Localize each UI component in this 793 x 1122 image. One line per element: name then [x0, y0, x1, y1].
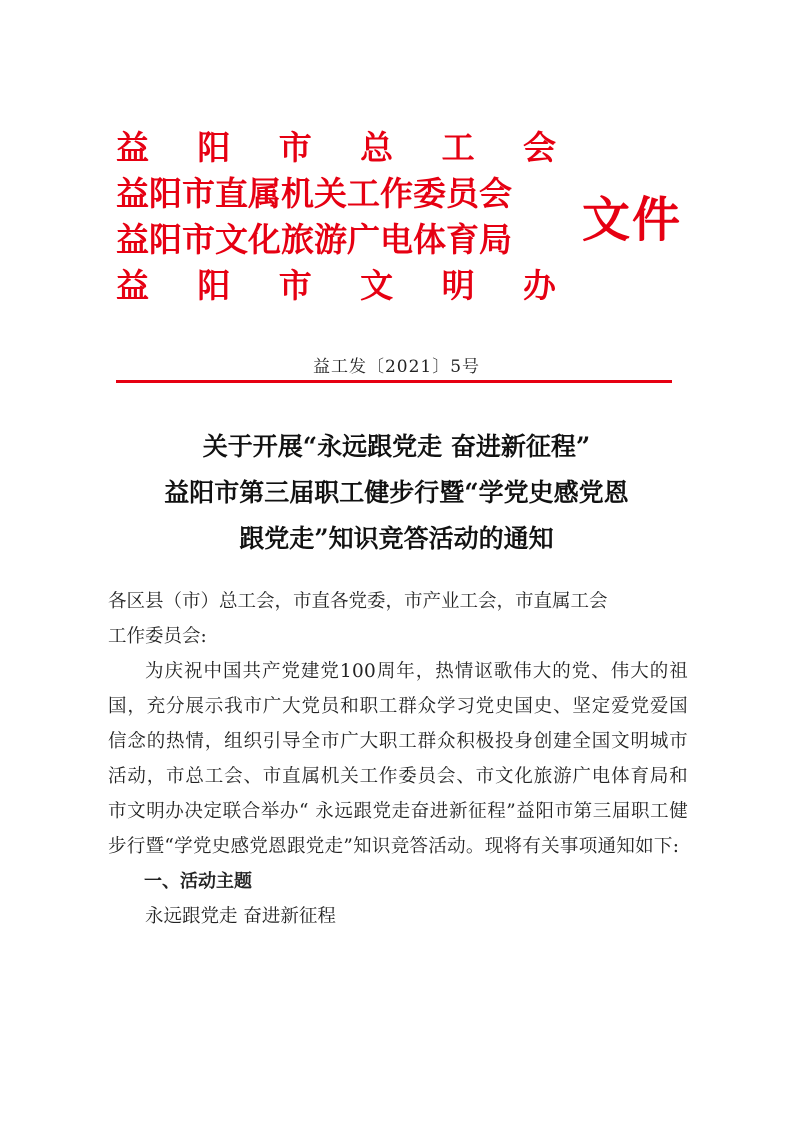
issuer-char: 阳 — [197, 266, 231, 305]
issuer-line-2: 益阳市直属机关工作委员会 — [116, 174, 512, 213]
document-label: 文件 — [582, 192, 683, 248]
issuer-char: 办 — [522, 266, 556, 305]
title-line-2: 益阳市第三届职工健步行暨“学党史感党恩 — [164, 478, 629, 507]
issuer-char: 工 — [441, 128, 475, 167]
title-line-1: 关于开展“永远跟党走 奋进新征程” — [202, 432, 591, 461]
document-number: 益工发〔2021〕5号 — [312, 357, 481, 377]
intro-paragraph: 为庆祝中国共产党建党100周年，热情讴歌伟大的党、伟大的祖国，充分展示我市广大党员和职工群众学习党史国史、坚定爱党爱国信念的热情，组织引导全市广大职工群众积极投身创建全国文明城市活动，市总工会、市直属机关工作委员会、市文化旅游广电体育局和市文明办决定联合举办“ 永远跟党走奋进新征程”益阳市第三届职工健步行暨“学党史感党恩跟党走”知识竞答活动。现将有关事项通知如下: — [108, 661, 688, 857]
red-divider-line — [116, 380, 672, 383]
issuer-line-1 — [116, 125, 556, 171]
issuer-block — [116, 125, 556, 309]
issuer-char: 明 — [441, 266, 475, 305]
issuer-char: 文 — [360, 266, 394, 305]
issuer-line-4 — [116, 263, 556, 309]
issuer-char: 阳 — [197, 128, 231, 167]
section-1-heading: 一、活动主题 — [144, 871, 252, 892]
section-1-text: 永远跟党走 奋进新征程 — [145, 906, 336, 927]
issuer-char: 市 — [278, 266, 312, 305]
issuer-char: 市 — [278, 128, 312, 167]
issuer-char: 总 — [360, 128, 394, 167]
issuer-char: 益 — [116, 128, 149, 167]
issuer-char: 益 — [116, 266, 149, 305]
issuer-char: 会 — [522, 128, 556, 167]
document-body — [108, 584, 688, 934]
salutation-line-1: 各区县（市）总工会，市直各党委，市产业工会，市直属工会 — [108, 591, 608, 612]
title-line-3: 跟党走”知识竞答活动的通知 — [239, 524, 554, 553]
document-title — [80, 424, 713, 562]
issuer-line-3: 益阳市文化旅游广电体育局 — [116, 220, 512, 259]
salutation-line-2: 工作委员会: — [108, 626, 207, 647]
